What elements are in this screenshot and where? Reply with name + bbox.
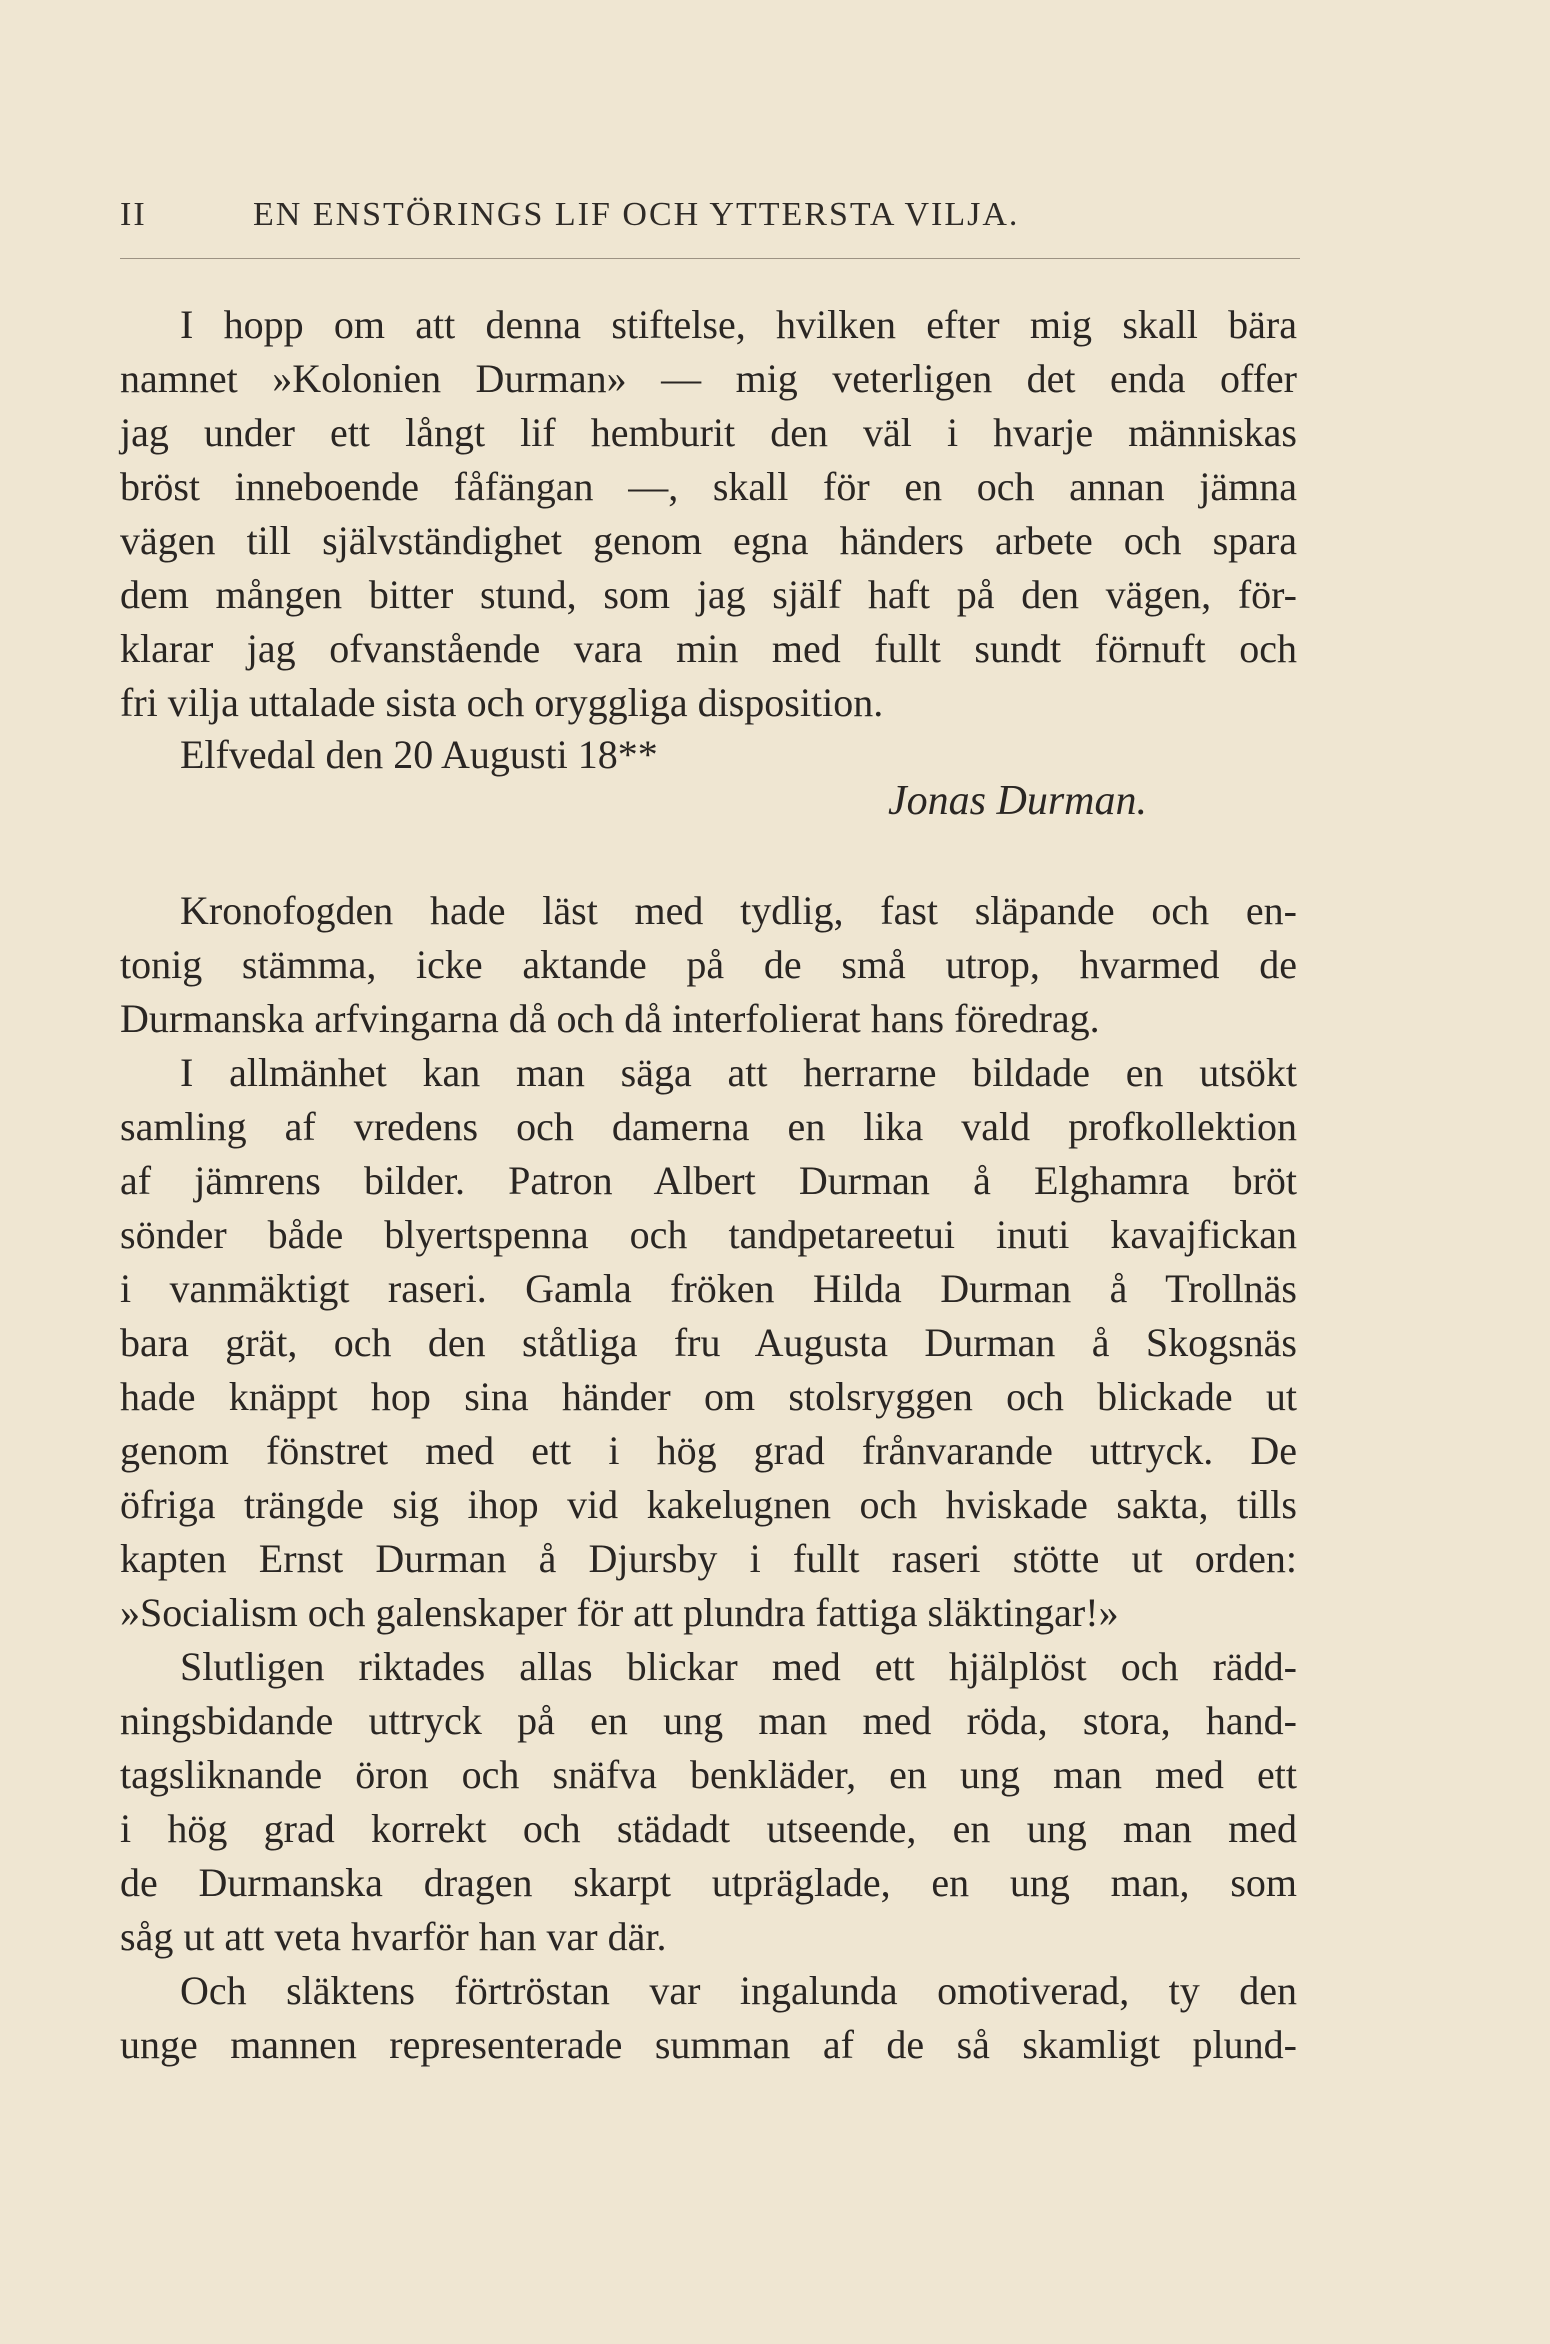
text-line: fri vilja uttalade sista och oryggliga disposition. <box>120 680 884 725</box>
text-line: Och släktens förtröstan var ingalunda omotiverad, ty den <box>180 1968 1297 2013</box>
text-line: klarar jag ofvanstående vara min med fullt sundt förnuft och <box>120 626 1297 671</box>
text-line: vägen till självständighet genom egna händers arbete och spara <box>120 518 1297 563</box>
text-line: jag under ett långt lif hemburit den väl i hvarje människas <box>120 410 1297 455</box>
text-line: Kronofogden hade läst med tydlig, fast släpande och en- <box>180 888 1297 933</box>
text-line: dem mången bitter stund, som jag själf haft på den vägen, för- <box>120 572 1297 617</box>
text-line: »Socialism och galenskaper för att plundra fattiga släktingar!» <box>120 1590 1119 1635</box>
text-line: ningsbidande uttryck på en ung man med röda, stora, hand- <box>120 1698 1297 1743</box>
date-line: Elfvedal den 20 Augusti 18** <box>180 732 658 777</box>
text-line: namnet »Kolonien Durman» — mig veterligen det enda offer <box>120 356 1297 401</box>
text-line: i vanmäktigt raseri. Gamla fröken Hilda Durman å Trollnäs <box>120 1266 1297 1311</box>
text-line: samling af vredens och damerna en lika vald profkollektion <box>120 1104 1297 1149</box>
text-line: unge mannen representerade summan af de så skamligt plund- <box>120 2022 1297 2067</box>
text-line: Durmanska arfvingarna då och då interfolierat hans föredrag. <box>120 996 1100 1041</box>
text-line: öfriga trängde sig ihop vid kakelugnen och hviskade sakta, tills <box>120 1482 1297 1527</box>
text-line: Slutligen riktades allas blickar med ett hjälplöst och rädd- <box>180 1644 1297 1689</box>
text-line: hade knäppt hop sina händer om stolsryggen och blickade ut <box>120 1374 1297 1419</box>
running-title: EN ENSTÖRINGS LIF OCH YTTERSTA VILJA. <box>253 196 1020 233</box>
text-line: bara grät, och den ståtliga fru Augusta Durman å Skogsnäs <box>120 1320 1297 1365</box>
text-line: i hög grad korrekt och städadt utseende, en ung man med <box>120 1806 1297 1851</box>
text-line: kapten Ernst Durman å Djursby i fullt raseri stötte ut orden: <box>120 1536 1297 1581</box>
text-line: såg ut att veta hvarför han var där. <box>120 1914 667 1959</box>
text-line: genom fönstret med ett i hög grad frånvarande uttryck. De <box>120 1428 1297 1473</box>
text-line: tagsliknande öron och snäfva benkläder, en ung man med ett <box>120 1752 1297 1797</box>
text-line: af jämrens bilder. Patron Albert Durman å Elghamra bröt <box>120 1158 1297 1203</box>
page-number: II <box>120 196 147 233</box>
text-line: tonig stämma, icke aktande på de små utrop, hvarmed de <box>120 942 1297 987</box>
text-line: de Durmanska dragen skarpt utpräglade, en ung man, som <box>120 1860 1297 1905</box>
header-rule <box>120 258 1300 259</box>
text-line: I allmänhet kan man säga att herrarne bildade en utsökt <box>180 1050 1297 1095</box>
text-line: bröst inneboende fåfängan —, skall för en och annan jämna <box>120 464 1297 509</box>
text-line: sönder både blyertspenna och tandpetareetui inuti kavajfickan <box>120 1212 1297 1257</box>
text-line: I hopp om att denna stiftelse, hvilken efter mig skall bära <box>180 302 1297 347</box>
signature: Jonas Durman. <box>888 778 1147 824</box>
